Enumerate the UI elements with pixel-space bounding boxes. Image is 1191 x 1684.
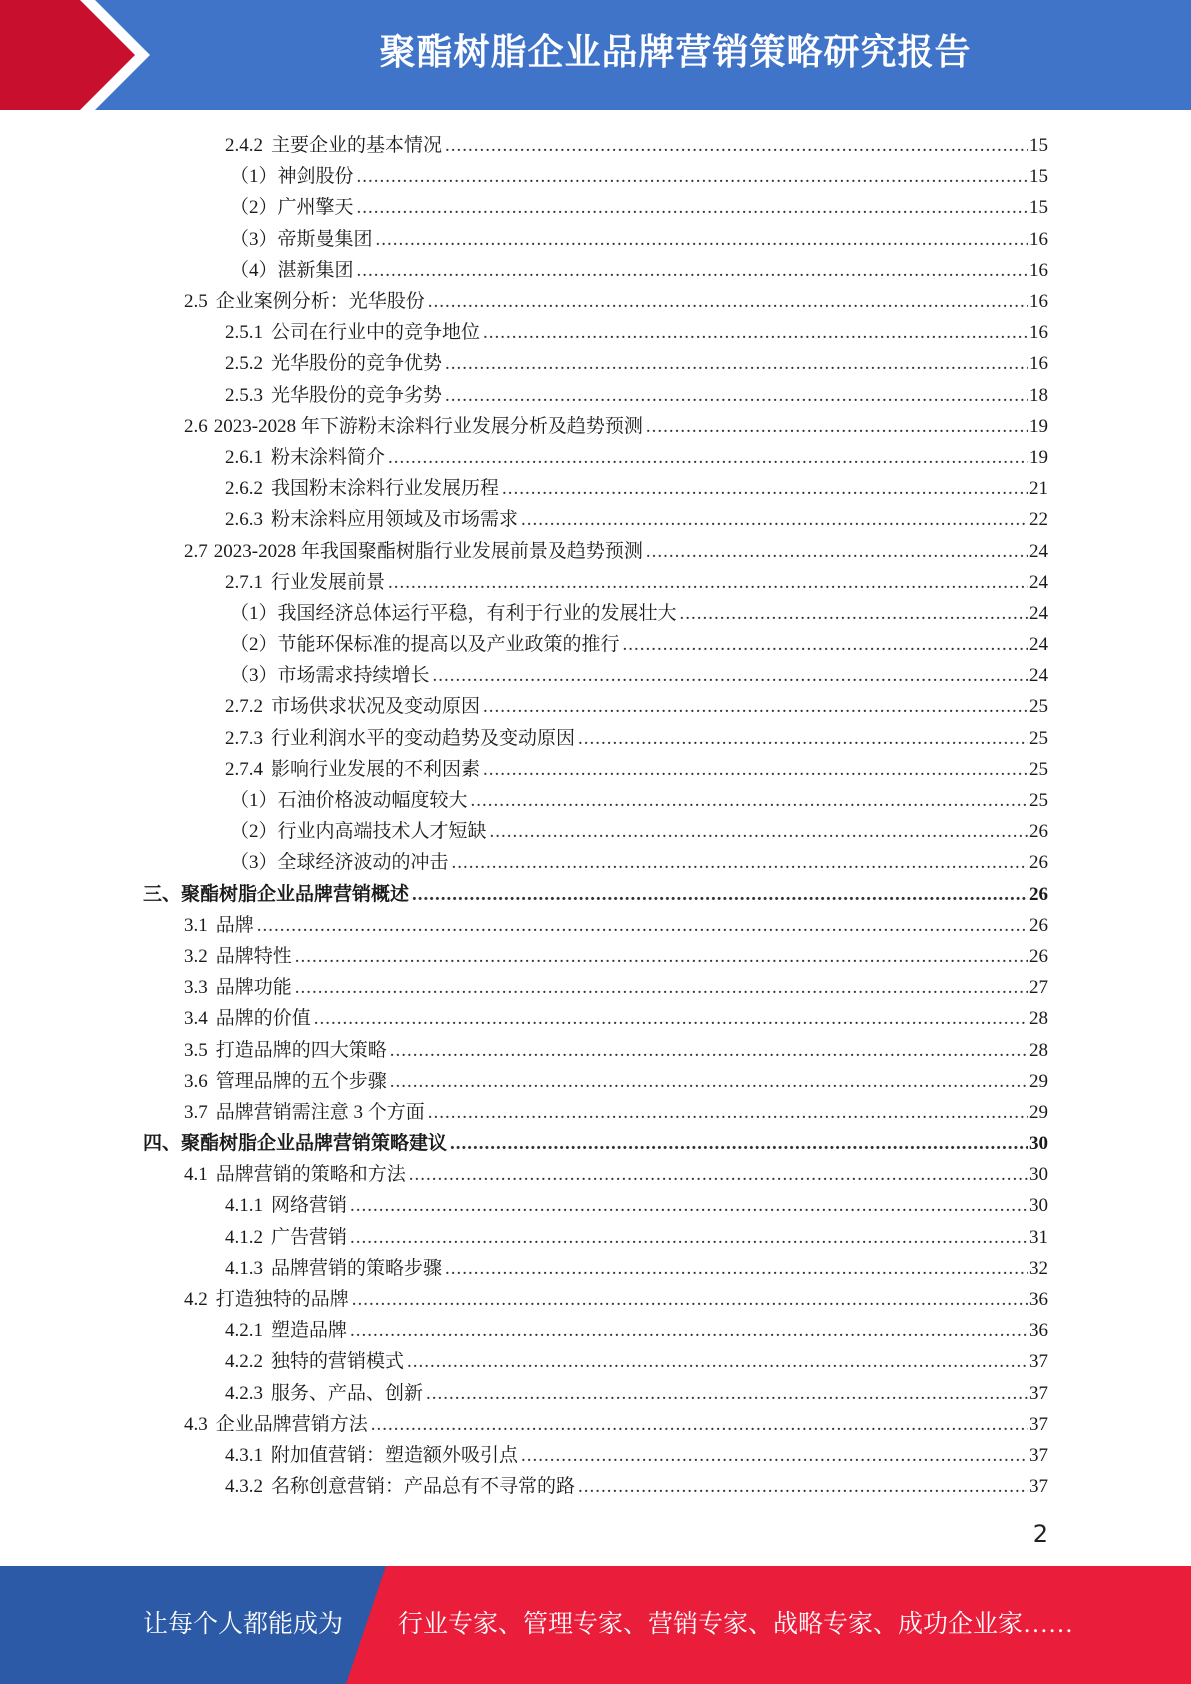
toc-entry[interactable]: [0, 222, 1191, 253]
toc-entry-page: 37: [1029, 1382, 1048, 1404]
toc-entry-page: 24: [1029, 665, 1048, 687]
toc-dot-leader: [352, 1289, 1028, 1311]
toc-entry-page: 24: [1029, 571, 1048, 593]
toc-entry-title: 品牌营销的策略步骤: [271, 1257, 443, 1279]
toc-entry-page: 25: [1029, 758, 1048, 780]
toc-entry[interactable]: [0, 1188, 1191, 1219]
toc-entry-page: 25: [1029, 696, 1048, 718]
toc-entry-number: 3.3: [184, 977, 208, 999]
toc-dot-leader: [623, 634, 1028, 656]
toc-entry-page: 29: [1029, 1070, 1048, 1092]
toc-entry-number: 4.2.2: [225, 1351, 263, 1373]
toc-entry-title: 行业发展前景: [271, 571, 386, 593]
toc-entry-number: 4.2: [184, 1289, 208, 1311]
toc-entry[interactable]: [0, 596, 1191, 627]
report-title: 聚酯树脂企业品牌营销策略研究报告: [379, 32, 972, 73]
toc-dot-leader: [295, 946, 1028, 968]
toc-entry-page: 28: [1029, 1039, 1048, 1061]
toc-entry-title: （1）神剑股份: [230, 166, 354, 188]
toc-entry[interactable]: [0, 1376, 1191, 1407]
toc-entry-page: 25: [1029, 727, 1048, 749]
toc-dot-leader: [433, 665, 1028, 687]
toc-entry-number: 4.2.1: [225, 1320, 263, 1342]
toc-entry-number: 2.7.4: [225, 758, 263, 780]
toc-entry-page: 24: [1029, 634, 1048, 656]
toc-entry-title: 四、聚酯树脂企业品牌营销策略建议: [143, 1133, 448, 1155]
toc-entry-page: 37: [1029, 1351, 1048, 1373]
toc-entry[interactable]: [0, 159, 1191, 190]
toc-entry[interactable]: [0, 1282, 1191, 1313]
toc-entry-page: 15: [1029, 166, 1048, 188]
toc-entry[interactable]: [0, 1126, 1191, 1157]
toc-entry[interactable]: [0, 939, 1191, 970]
toc-dot-leader: [483, 696, 1028, 718]
toc-entry[interactable]: [0, 1064, 1191, 1095]
toc-dot-leader: [445, 353, 1028, 375]
toc-entry-title: 塑造品牌: [271, 1320, 348, 1342]
toc-entry-page: 24: [1029, 602, 1048, 624]
toc-entry-title: 三、聚酯树脂企业品牌营销概述: [143, 883, 410, 905]
toc-entry[interactable]: [0, 1313, 1191, 1344]
toc-entry-title: 品牌营销需注意 3 个方面: [215, 1101, 425, 1123]
toc-entry-page: 30: [1029, 1195, 1048, 1217]
toc-dot-leader: [409, 1164, 1028, 1186]
toc-entry-title: 行业利润水平的变动趋势及变动原因: [271, 727, 576, 749]
toc-entry-number: 4.1.1: [225, 1195, 263, 1217]
toc-entry-number: 2.5.1: [225, 322, 263, 344]
toc-dot-leader: [412, 884, 1028, 906]
toc-dot-leader: [390, 1040, 1028, 1062]
toc-entry-title: 2023-2028 年我国聚酯树脂行业发展前景及趋势预测: [213, 540, 643, 562]
toc-dot-leader: [428, 291, 1028, 313]
toc-entry-title: 光华股份的竞争劣势: [271, 384, 443, 406]
toc-entry-page: 25: [1029, 790, 1048, 812]
toc-entry[interactable]: [0, 627, 1191, 658]
toc-dot-leader: [350, 1227, 1028, 1249]
toc-entry-page: 31: [1029, 1226, 1048, 1248]
toc-dot-leader: [357, 166, 1028, 188]
toc-entry-number: 2.7.1: [225, 571, 263, 593]
toc-entry-page: 37: [1029, 1444, 1048, 1466]
toc-entry-page: 16: [1029, 259, 1048, 281]
page-number: 2: [1032, 1520, 1048, 1548]
report-header: [0, 0, 1191, 110]
toc-entry-page: 30: [1029, 1133, 1048, 1155]
toc-entry-title: 企业案例分析：光华股份: [215, 291, 425, 313]
toc-dot-leader: [521, 1445, 1028, 1467]
toc-entry-page: 16: [1029, 322, 1048, 344]
toc-entry[interactable]: [0, 409, 1191, 440]
toc-dot-leader: [390, 1071, 1028, 1093]
toc-dot-leader: [521, 509, 1028, 531]
toc-dot-leader: [483, 322, 1028, 344]
toc-dot-leader: [357, 197, 1028, 219]
toc-entry-number: 2.5: [184, 291, 208, 313]
toc-dot-leader: [371, 1414, 1028, 1436]
toc-entry-page: 22: [1029, 509, 1048, 531]
toc-entry-title: 影响行业发展的不利因素: [271, 758, 481, 780]
toc-entry-page: 29: [1029, 1101, 1048, 1123]
toc-dot-leader: [350, 1195, 1028, 1217]
header-chevron-decoration: [0, 0, 160, 110]
toc-entry-number: 4.3: [184, 1413, 208, 1435]
toc-entry-page: 16: [1029, 291, 1048, 313]
toc-entry-number: 3.2: [184, 945, 208, 967]
toc-dot-leader: [426, 1383, 1028, 1405]
toc-entry[interactable]: [0, 783, 1191, 814]
toc-entry-page: 26: [1029, 821, 1048, 843]
toc-entry-page: 26: [1029, 914, 1048, 936]
toc-entry[interactable]: [0, 1220, 1191, 1251]
toc-entry-page: 18: [1029, 384, 1048, 406]
toc-entry-number: 4.1: [184, 1164, 208, 1186]
toc-entry[interactable]: [0, 471, 1191, 502]
toc-dot-leader: [471, 790, 1028, 812]
toc-entry[interactable]: [0, 689, 1191, 720]
toc-entry-page: 32: [1029, 1257, 1048, 1279]
toc-entry-title: （1）石油价格波动幅度较大: [230, 790, 468, 812]
toc-entry-number: 4.3.1: [225, 1444, 263, 1466]
toc-dot-leader: [445, 385, 1028, 407]
toc-entry-number: 3.7: [184, 1101, 208, 1123]
toc-entry-number: 4.1.2: [225, 1226, 263, 1248]
toc-dot-leader: [483, 759, 1028, 781]
toc-entry[interactable]: [0, 814, 1191, 845]
toc-entry-number: 3.4: [184, 1008, 208, 1030]
toc-entry-title: （2）广州擎天: [230, 197, 354, 219]
toc-entry[interactable]: [0, 1157, 1191, 1188]
toc-entry-title: 主要企业的基本情况: [271, 135, 443, 157]
toc-dot-leader: [445, 1258, 1028, 1280]
toc-entry-title: 品牌功能: [215, 977, 292, 999]
toc-entry-page: 24: [1029, 540, 1048, 562]
toc-entry-page: 26: [1029, 852, 1048, 874]
toc-entry[interactable]: [0, 1469, 1191, 1500]
toc-entry-number: 3.6: [184, 1070, 208, 1092]
footer-banner: [0, 1566, 1191, 1684]
toc-dot-leader: [452, 852, 1028, 874]
toc-entry-number: 2.7.2: [225, 696, 263, 718]
toc-dot-leader: [314, 1008, 1028, 1030]
toc-entry-title: （3）帝斯曼集团: [230, 228, 373, 250]
toc-entry-title: （3）市场需求持续增长: [230, 665, 430, 687]
toc-entry[interactable]: [0, 346, 1191, 377]
toc-entry[interactable]: [0, 1407, 1191, 1438]
toc-entry-title: 光华股份的竞争优势: [271, 353, 443, 375]
toc-entry-title: 打造品牌的四大策略: [215, 1039, 387, 1061]
toc-entry[interactable]: [0, 502, 1191, 533]
toc-dot-leader: [490, 821, 1028, 843]
toc-entry-page: 19: [1029, 446, 1048, 468]
toc-entry-number: 2.6.2: [225, 478, 263, 500]
toc-entry-title: 粉末涂料应用领域及市场需求: [271, 509, 519, 531]
toc-dot-leader: [388, 447, 1028, 469]
footer-slogan-left: 让每个人都能成为: [143, 1611, 344, 1638]
toc-entry-title: 品牌营销的策略和方法: [215, 1164, 406, 1186]
toc-entry-title: 公司在行业中的竞争地位: [271, 322, 481, 344]
toc-entry-page: 26: [1029, 883, 1048, 905]
toc-entry-title: 品牌的价值: [215, 1008, 311, 1030]
toc-entry-number: 2.6.3: [225, 509, 263, 531]
toc-dot-leader: [646, 541, 1028, 563]
toc-entry-page: 36: [1029, 1289, 1048, 1311]
toc-entry-page: 21: [1029, 478, 1048, 500]
toc-entry[interactable]: [0, 721, 1191, 752]
toc-entry-title: 服务、产品、创新: [271, 1382, 424, 1404]
toc-entry-title: （3）全球经济波动的冲击: [230, 852, 449, 874]
toc-entry-number: 2.5.3: [225, 384, 263, 406]
toc-entry-number: 2.6: [184, 415, 208, 437]
toc-entry-page: 26: [1029, 945, 1048, 967]
toc-entry-title: （2）节能环保标准的提高以及产业政策的推行: [230, 634, 620, 656]
toc-entry[interactable]: [0, 440, 1191, 471]
toc-dot-leader: [257, 915, 1028, 937]
toc-entry-page: 28: [1029, 1008, 1048, 1030]
toc-entry-page: 15: [1029, 135, 1048, 157]
toc-entry-title: 网络营销: [271, 1195, 348, 1217]
toc-entry-title: 管理品牌的五个步骤: [215, 1070, 387, 1092]
toc-entry[interactable]: [0, 565, 1191, 596]
toc-entry-number: 2.7: [184, 540, 208, 562]
toc-entry-number: 4.1.3: [225, 1257, 263, 1279]
toc-dot-leader: [357, 260, 1028, 282]
toc-entry-title: 独特的营销模式: [271, 1351, 405, 1373]
toc-entry-page: 36: [1029, 1320, 1048, 1342]
toc-dot-leader: [388, 572, 1028, 594]
toc-entry-page: 37: [1029, 1476, 1048, 1498]
toc-entry[interactable]: [0, 845, 1191, 876]
footer-slogan-right: 行业专家、管理专家、营销专家、战略专家、成功企业家……: [398, 1611, 1074, 1638]
toc-entry-page: 30: [1029, 1164, 1048, 1186]
toc-dot-leader: [502, 478, 1028, 500]
toc-entry-page: 16: [1029, 228, 1048, 250]
toc-entry[interactable]: [0, 970, 1191, 1001]
toc-entry-title: 品牌: [215, 914, 254, 936]
toc-dot-leader: [428, 1102, 1028, 1124]
toc-entry-number: 2.7.3: [225, 727, 263, 749]
toc-entry-title: 品牌特性: [215, 945, 292, 967]
toc-entry-title: 企业品牌营销方法: [215, 1413, 368, 1435]
toc-entry-number: 4.2.3: [225, 1382, 263, 1404]
toc-dot-leader: [680, 603, 1028, 625]
toc-entry[interactable]: [0, 752, 1191, 783]
toc-entry-number: 4.3.2: [225, 1476, 263, 1498]
toc-entry-title: 打造独特的品牌: [215, 1289, 349, 1311]
toc-entry-page: 19: [1029, 415, 1048, 437]
toc-entry[interactable]: [0, 877, 1191, 908]
toc-entry-title: （1）我国经济总体运行平稳，有利于行业的发展壮大: [230, 602, 677, 624]
toc-entry[interactable]: [0, 284, 1191, 315]
toc-entry-title: 名称创意营销：产品总有不寻常的路: [271, 1476, 576, 1498]
toc-entry[interactable]: [0, 1001, 1191, 1032]
toc-entry-page: 37: [1029, 1413, 1048, 1435]
toc-entry[interactable]: [0, 533, 1191, 564]
table-of-contents: [0, 128, 1191, 1500]
toc-entry-page: 27: [1029, 977, 1048, 999]
toc-entry[interactable]: [0, 908, 1191, 939]
toc-entry-number: 2.4.2: [225, 135, 263, 157]
toc-entry[interactable]: [0, 315, 1191, 346]
toc-dot-leader: [578, 728, 1028, 750]
toc-entry-title: 广告营销: [271, 1226, 348, 1248]
toc-entry-page: 15: [1029, 197, 1048, 219]
toc-entry[interactable]: [0, 1032, 1191, 1063]
toc-dot-leader: [445, 135, 1028, 157]
toc-entry[interactable]: [0, 1344, 1191, 1375]
toc-entry[interactable]: [0, 1251, 1191, 1282]
toc-entry-title: 附加值营销：塑造额外吸引点: [271, 1444, 519, 1466]
toc-entry[interactable]: [0, 1438, 1191, 1469]
toc-entry-number: 2.6.1: [225, 446, 263, 468]
toc-dot-leader: [578, 1476, 1028, 1498]
toc-entry-title: （4）湛新集团: [230, 259, 354, 281]
toc-entry-number: 3.1: [184, 914, 208, 936]
toc-entry-title: 市场供求状况及变动原因: [271, 696, 481, 718]
toc-entry-number: 3.5: [184, 1039, 208, 1061]
toc-entry[interactable]: [0, 190, 1191, 221]
toc-entry[interactable]: [0, 128, 1191, 159]
toc-dot-leader: [350, 1320, 1028, 1342]
toc-entry[interactable]: [0, 378, 1191, 409]
toc-dot-leader: [407, 1351, 1028, 1373]
toc-entry-title: （2）行业内高端技术人才短缺: [230, 821, 487, 843]
toc-entry-page: 16: [1029, 353, 1048, 375]
toc-entry[interactable]: [0, 253, 1191, 284]
toc-dot-leader: [376, 229, 1028, 251]
toc-entry-number: 2.5.2: [225, 353, 263, 375]
toc-entry-title: 我国粉末涂料行业发展历程: [271, 478, 500, 500]
toc-dot-leader: [450, 1133, 1028, 1155]
toc-entry[interactable]: [0, 1095, 1191, 1126]
toc-dot-leader: [646, 416, 1028, 438]
toc-entry-title: 粉末涂料简介: [271, 446, 386, 468]
toc-dot-leader: [295, 977, 1028, 999]
toc-entry-title: 2023-2028 年下游粉末涂料行业发展分析及趋势预测: [213, 415, 643, 437]
toc-entry[interactable]: [0, 658, 1191, 689]
